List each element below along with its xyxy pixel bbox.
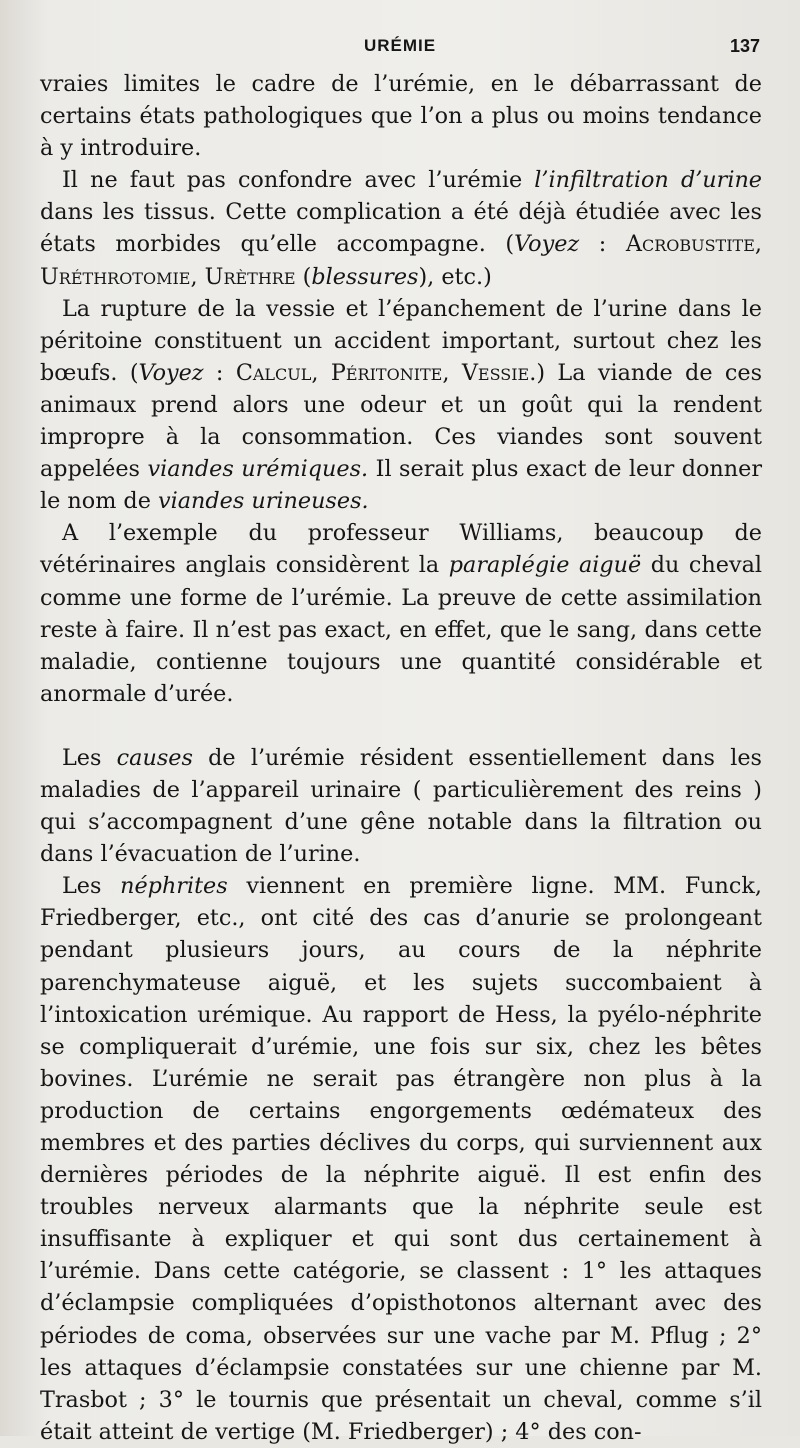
italic-term: viandes urineuses. [157, 488, 369, 515]
paragraph-4: A l’exemple du professeur Williams, beaucoup de vétérinaires anglais considèrent la paraplégie aiguë du cheval comme une forme de l’urémie. La preuve de cette assimilation reste à faire. Il n’est pas exact, en effet, que le sang, dans cette maladie, contienne toujours une quantité considérable et anormale d’urée. [40, 520, 762, 707]
italic-term: l’infiltration d’urine [534, 167, 763, 194]
italic-term: néphrites [120, 873, 228, 900]
paragraph-1: vraies limites le cadre de l’urémie, en le débarrassant de certains états pathologiques que l’on a plus ou moins tendance à y introduire. [40, 71, 762, 162]
running-title: URÉMIE [363, 36, 437, 55]
italic-term: Voyez [514, 231, 580, 258]
italic-term: Voyez [138, 359, 204, 386]
italic-term: viandes urémiques. [147, 456, 369, 483]
italic-term: causes [116, 744, 193, 771]
page-header [40, 36, 760, 58]
paragraph-3: La rupture de la vessie et l’épanchement de l’urine dans le péritoine constituent un accident important, surtout chez les bœufs. (Voyez : Calcul, Péritonite, Vessie.) La viande de ces animaux prend alors une odeur et un goût qui la rendent impropre à la consommation. Ces viandes sont souvent appelées viandes urémiques. Il serait plus exact de leur donner le nom de viandes urineuses. [40, 295, 763, 515]
cross-reference: Acrobustite, Uréthrotomie, Urèthre [40, 231, 762, 290]
paragraph-5: Les causes de l’urémie résident essentiellement dans les maladies de l’appareil urinaire ( particulièrement des reins ) qui s’accompagnent d’une gêne notable dans la filtration ou dans l’évacuation de l’urine. [40, 744, 762, 868]
cross-reference: Calcul, Péritonite, Vessie. [235, 359, 537, 386]
italic-term: paraplégie aiguë [448, 552, 642, 579]
body-text [40, 68, 762, 1448]
paragraph-6: Les néphrites viennent en première ligne. MM. Funck, Friedberger, etc., ont cité des cas d’anurie se prolongeant pendant plusieurs jours, au cours de la néphrite parenchymateuse aiguë, et les sujets succombaient à l’intoxication urémique. Au rapport de Hess, la pyélo-néphrite se compliquerait d’urémie, une fois sur six, chez les bêtes bovines. L’urémie ne serait pas étrangère non plus à la production de certains engorgements œdémateux des membres et des parties déclives du corps, qui surviennent aux dernières périodes de la néphrite aiguë. Il est enfin des troubles nerveux alarmants que la néphrite seule est insuffisante à expliquer et qui sont dus certainement à l’urémie. Dans cette catégorie, se classent : 1° les attaques d’éclampsie compliquées d’opisthotonos alternant avec des périodes de coma, observées sur une vache par M. Pflug ; 2° les attaques d’éclampsie constatées sur une chienne par M. Trasbot ; 3° le tournis que présentait un cheval, comme s’il était atteint de vertige (M. Friedberger) ; 4° des con- [40, 873, 762, 1445]
paragraph-2: Il ne faut pas confondre avec l’urémie l’infiltration d’urine dans les tissus. Cette complication a été déjà étudiée avec les états morbides qu’elle accompagne. (Voyez : Acrobustite, Uréthrotomie, Urèthre (blessures), etc.) [40, 167, 763, 290]
italic-term: blessures [311, 263, 419, 290]
page-number: 137 [729, 36, 760, 56]
